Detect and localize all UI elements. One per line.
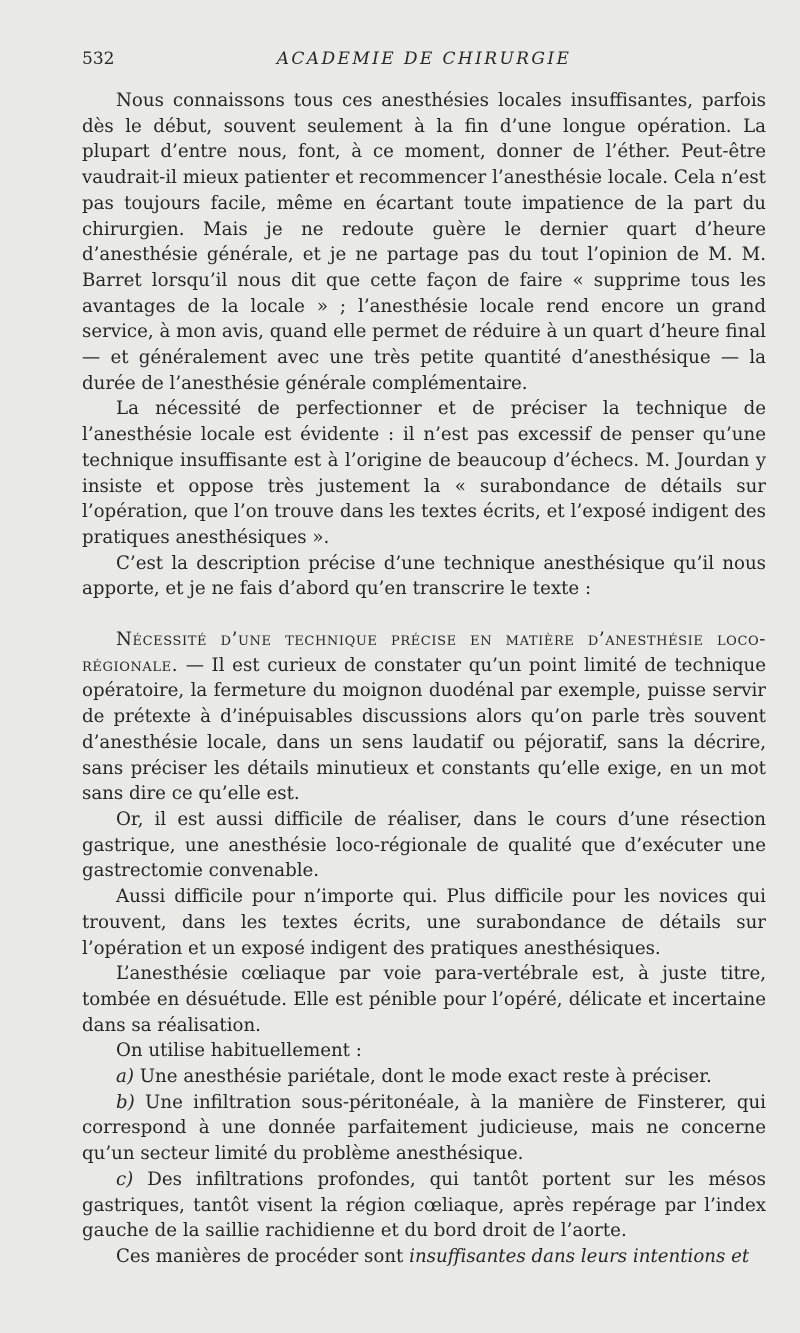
paragraph-transcription: C’est la description précise d’une technique anesthésique qu’il nous apporte, et je ne fais d’abord qu’en transcrire le texte : [82,552,766,600]
list-item-c [82,1167,766,1244]
page-header [82,49,766,73]
section-heading: Nécessité d’une technique précise en matière d’anesthésie loco-régionale. [82,629,766,676]
running-title: ACADEMIE DE CHIRURGIE [276,49,572,69]
final-paragraph [82,1244,766,1270]
section-paragraph [82,627,766,807]
final-emphasis: insuffisantes dans leurs intentions et [409,1245,750,1267]
paragraph-coeliac: L’anesthésie cœliaque par voie para-vertébrale est, à juste titre, tombée en désuétude. Elle est pénible pour l’opéré, délicate et incertaine dans sa réalisation. [82,963,766,1036]
list-text-b: Une infiltration sous-péritonéale, à la manière de Finsterer, qui correspond à une donnée parfaitement judicieuse, mais ne concerne qu’un secteur limité du problème anesthésique. [82,1091,766,1165]
final-text: Ces manières de procéder sont [116,1245,410,1267]
list-label-b: b) [116,1091,135,1113]
list-item-b [82,1090,766,1167]
list-item-a [82,1064,766,1090]
paragraph-gastrectomy: Or, il est aussi difficile de réaliser, dans le cours d’une résection gastrique, une anesthésie loco-régionale de qualité que d’exécuter une gastrectomie convenable. [82,808,766,882]
paragraph-technique-necessity: La nécessité de perfectionner et de préciser la technique de l’anesthésie locale est évidente : il n’est pas excessif de penser qu’une technique insuffisante est à l’origine de beaucoup d’échecs. M. Jourdan y insiste et oppose très justement la « surabondance de détails sur l’opération, que l’on trouve dans les textes écrits, et l’exposé indigent des pratiques anesthésiques ». [82,398,766,548]
page-number: 532 [82,49,115,69]
section-text: — Il est curieux de constater qu’un point limité de technique opératoire, la fermeture du moignon duodénal par exemple, puisse servir de prétexte à d’inépuisables discussions alors qu’on parle très souvent d’anesthésie locale, dans un sens laudatif ou péjoratif, sans la décrire, sans préciser les détails minutieux et constants qu’elle exige, en un mot sans dire ce qu’elle est. [82,654,766,805]
list-text-a: Une anesthésie pariétale, dont le mode exact reste à préciser. [133,1066,712,1088]
paragraph-local-anesthesia: Nous connaissons tous ces anesthésies locales insuffisantes, parfois dès le début, souvent seulement à la fin d’une longue opération. La plupart d’entre nous, font, à ce moment, donner de l’éther. Peut-être vaudrait-il mieux patienter et recommencer l’anesthésie locale. Cela n’est pas toujours facile, même en écartant toute impatience de la part du chirurgien. Mais je ne redoute guère le dernier quart d’heure d’anesthésie générale, et je ne partage pas du tout l’opinion de M. M. Barret lorsqu’il nous dit que cette façon de faire « supprime tous les avantages de la locale » ; l’anesthésie locale rend encore un grand service, à mon avis, quand elle permet de réduire à un quart d’heure final — et généralement avec une très petite quantité d’anesthésique — la durée de l’anesthésie générale complémentaire. [82,90,766,394]
list-text-c: Des infiltrations profondes, qui tantôt portent sur les mésos gastriques, tantôt visent la région cœliaque, après repérage par l’index gauche de la saillie rachidienne et du bord droit de l’aorte. [82,1168,766,1242]
paragraph-usual-methods: On utilise habituellement : [116,1040,362,1062]
paragraph-novices: Aussi difficile pour n’importe qui. Plus difficile pour les novices qui trouvent, dans les textes écrits, une surabondance de détails sur l’opération et un exposé indigent des pratiques anesthésiques. [82,886,766,959]
article-body [82,88,766,1270]
list-label-a: a) [116,1066,134,1088]
list-label-c: c) [116,1168,134,1190]
